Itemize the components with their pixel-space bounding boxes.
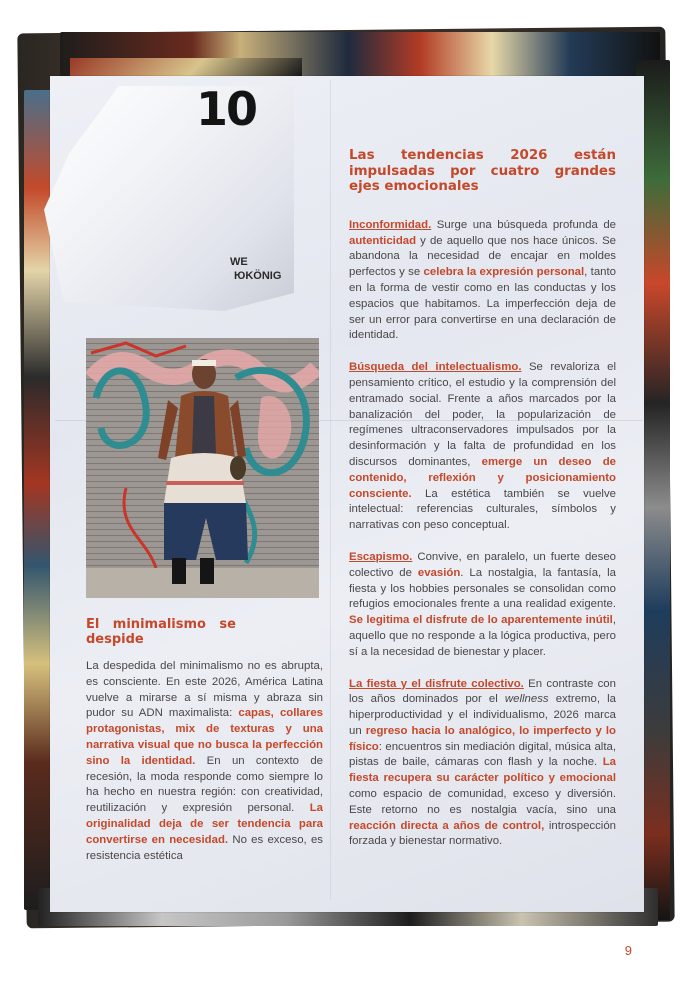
- trend-lead: Inconformidad.: [349, 218, 432, 231]
- highlight-text: reacción directa a años de control,: [349, 819, 545, 832]
- body-text: , aquello que no responde a la lógica productiva, pero sí a la necesidad de bienestar y placer.: [349, 614, 616, 658]
- highlight-text: La originalidad deja de ser tendencia para convertirse en necesidad.: [86, 802, 323, 846]
- highlight-text: La fiesta recupera su carácter político y emocional: [349, 756, 616, 785]
- body-text: y de aquello que nos hace únicos. Se abandona la necesidad de encajar en moldes perfectos y se: [349, 234, 616, 279]
- left-column: [86, 617, 323, 880]
- body-text: La despedida del minimalismo no es abrupta, es consciente. En este 2026, América Latina vuelve a mirarse a sí misma y abraza sin pudor su ADN maximalista:: [86, 660, 323, 720]
- body-text: En contraste con los años dominados por el: [349, 677, 616, 706]
- fashion-photo: [86, 338, 319, 598]
- body-text: La estética también se vuelve intelectual: referencias culturales, símbolos y narrativas con peso conceptual.: [349, 487, 616, 532]
- body-text: wellness: [504, 693, 549, 706]
- body-text: como espacio de comunidad, exceso y diversión. Este retorno no es nostalgia vacía, sino una: [349, 788, 616, 816]
- body-text: introspección forzada y bienestar normativo.: [349, 819, 616, 848]
- highlight-text: emerge un deseo de contenido, reflexión y posicionamiento consciente.: [349, 455, 616, 500]
- trend-lead: Búsqueda del intelectualismo.: [349, 361, 522, 374]
- highlight-text: regreso hacia lo analógico, lo imperfecto y lo físico: [349, 724, 616, 753]
- body-text: Se revaloriza el pensamiento crítico, el estudio y la comprensión del entramado social. Frente a años marcados por la banalización del poder, la popularización de regímenes ultraconservadores impulsados por la desinformación y la falta de profundidad en los discursos dominantes,: [349, 361, 617, 468]
- fashion-photo-illustration: [86, 338, 319, 598]
- body-text: No es exceso, es resistencia estética: [86, 833, 323, 862]
- highlight-text: celebra la expresión personal: [423, 266, 585, 279]
- poster-number: 10: [196, 82, 257, 136]
- trend-lead: La fiesta y el disfrute colectivo.: [349, 677, 524, 690]
- body-text: , tanto en la forma de vestir como en las conductas y los espacios que habitamos. La imperfección deja de ser un error para convertirse en una declaración de identidad.: [349, 266, 616, 342]
- highlight-text: capas, collares protagonistas, mix de texturas y una narrativa visual que no busca la perfección sino la identidad.: [86, 707, 323, 767]
- trend-paragraph: [349, 218, 616, 344]
- paper-crease: [330, 80, 331, 900]
- body-text: Convive, en paralelo, un fuerte deseo colectivo de: [349, 550, 616, 579]
- body-text: . La nostalgia, la fantasía, la fiesta y los hobbies personales se consolidan como refugios emocionales frente a una realidad exigente.: [349, 566, 617, 611]
- trend-paragraph: [349, 550, 616, 661]
- highlight-text: autenticidad: [349, 234, 417, 247]
- page-number: 9: [624, 943, 632, 958]
- body-text: Surge una búsqueda profunda de: [431, 218, 616, 231]
- body-text: : encuentros sin mediación digital, música alta, pistas de baile, cámaras con flash y la noche.: [349, 740, 616, 769]
- left-column-title: El minimalismo se despide: [86, 617, 236, 647]
- highlight-text: Se legitima el disfrute de lo aparentemente inútil: [349, 614, 613, 627]
- poster-fragment-text: WE: [230, 256, 248, 268]
- trend-paragraph: [349, 360, 616, 534]
- body-text: extremo, la hiperproductividad y el individualismo, 2026 marca un: [349, 693, 617, 737]
- highlight-text: evasión: [417, 566, 461, 579]
- body-text: En un contexto de recesión, la moda responde como siempre lo ha hecho en nuestra región: con creatividad, reutilización y expresión personal.: [86, 754, 323, 815]
- right-column: [349, 148, 616, 866]
- trend-paragraph: [349, 677, 616, 851]
- section-headline: Las tendencias 2026 están impulsadas por cuatro grandes ejes emocionales: [349, 148, 616, 195]
- left-column-paragraph: [86, 659, 323, 864]
- poster-fragment-text: ЮKÖNIG: [234, 270, 282, 282]
- trend-lead: Escapismo.: [349, 550, 413, 563]
